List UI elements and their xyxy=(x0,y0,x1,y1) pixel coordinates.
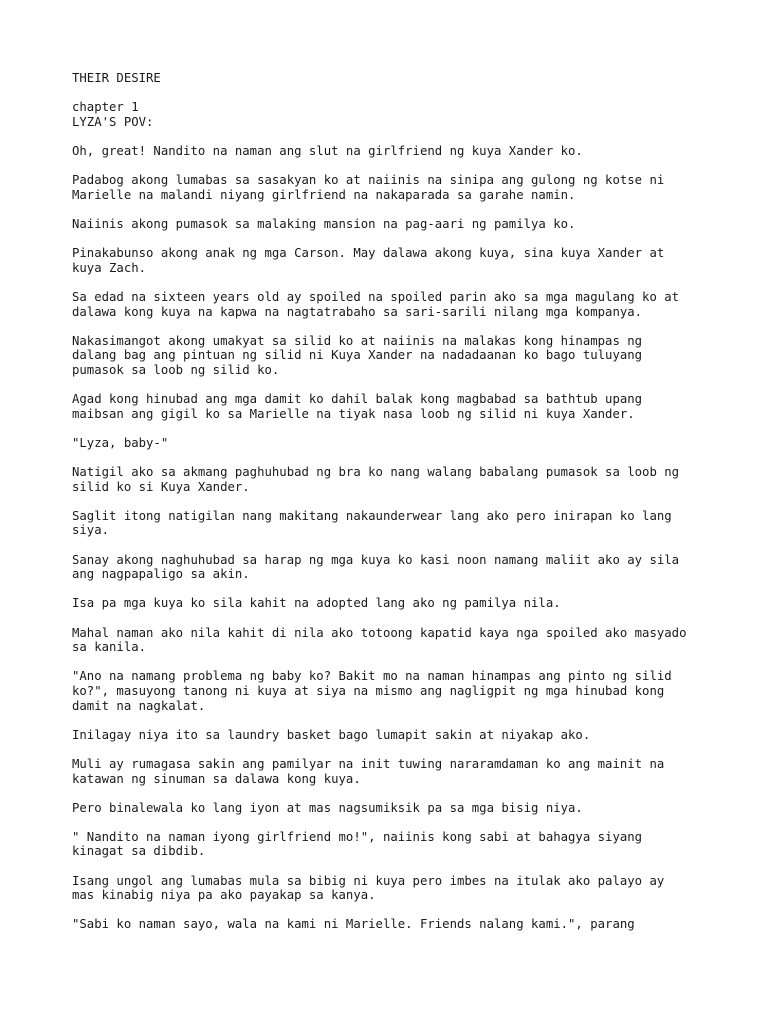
paragraph: Naiinis akong pumasok sa malaking mansion na pag-aari ng pamilya ko. xyxy=(72,216,576,231)
paragraph: Sa edad na sixteen years old ay spoiled na spoiled parin ako sa mga magulang ko at dalawa kong kuya na kapwa na nagtatrabaho sa sari-sarili nilang mga kompanya. xyxy=(72,289,680,319)
paragraph: Pero binalewala ko lang iyon at mas nagsumiksik pa sa mga bisig niya. xyxy=(72,800,583,815)
paragraph: Mahal naman ako nila kahit di nila ako totoong kapatid kaya nga spoiled ako masyado sa kanila. xyxy=(72,625,687,655)
paragraph: Muli ay rumagasa sakin ang pamilyar na init tuwing nararamdaman ko ang mainit na katawan ng sinuman sa dalawa kong kuya. xyxy=(72,756,665,786)
document-title: THEIR DESIRE xyxy=(72,71,161,85)
paragraph: Saglit itong natigilan nang makitang nakaunderwear lang ako pero inirapan ko lang siya. xyxy=(72,508,672,538)
paragraph: Nakasimangot akong umakyat sa silid ko at naiinis na malakas kong hinampas ng dalang bag ang pintuan ng silid ni Kuya Xander na nadadaanan ko bago tuluyang pumasok sa loob ng silid ko. xyxy=(72,333,643,377)
paragraph: Inilagay niya ito sa laundry basket bago lumapit sakin at niyakap ako. xyxy=(72,727,591,742)
paragraph: Oh, great! Nandito na naman ang slut na girlfriend ng kuya Xander ko. xyxy=(72,143,583,158)
chapter-heading: chapter 1 xyxy=(72,100,139,115)
paragraph: "Ano na namang problema ng baby ko? Bakit mo na naman hinampas ang pinto ng silid ko?", masuyong tanong ni kuya at siya na mismo ang nagligpit ng mga hinubad kong damit na nagkalat. xyxy=(72,669,672,713)
paragraph: Agad kong hinubad ang mga damit ko dahil balak kong magbabad sa bathtub upang maibsan ang gigil ko sa Marielle na tiyak nasa loob ng silid ni kuya Xander. xyxy=(72,392,643,421)
paragraph: "Sabi ko naman sayo, wala na kami ni Marielle. Friends nalang kami.", parang xyxy=(72,917,635,932)
paragraph: Isang ungol ang lumabas mula sa bibig ni kuya pero imbes na itulak ako palayo ay mas kinabig niya pa ako payakap sa kanya. xyxy=(72,873,665,903)
paragraph: Padabog akong lumabas sa sasakyan ko at naiinis na sinipa ang gulong ng kotse ni Marielle na malandi niyang girlfriend na nakaparada sa garahe namin. xyxy=(72,173,665,202)
paragraph: " Nandito na naman iyong girlfriend mo!", naiinis kong sabi at bahagya siyang kinagat sa dibdib. xyxy=(72,829,643,859)
paragraph: Pinakabunso akong anak ng mga Carson. May dalawa akong kuya, sina kuya Xander at kuya Zach. xyxy=(72,246,665,275)
paragraph: Natigil ako sa akmang paghuhubad ng bra ko nang walang babalang pumasok sa loob ng silid ko si Kuya Xander. xyxy=(72,465,680,494)
paragraph: Sanay akong naghuhubad sa harap ng mga kuya ko kasi noon namang maliit ako ay sila ang nagpapaligo sa akin. xyxy=(72,552,680,582)
paragraph: "Lyza, baby-" xyxy=(72,435,169,450)
pov-heading: LYZA'S POV: xyxy=(72,114,154,129)
paragraph: Isa pa mga kuya ko sila kahit na adopted lang ako ng pamilya nila. xyxy=(72,596,561,611)
document-text xyxy=(72,71,712,947)
